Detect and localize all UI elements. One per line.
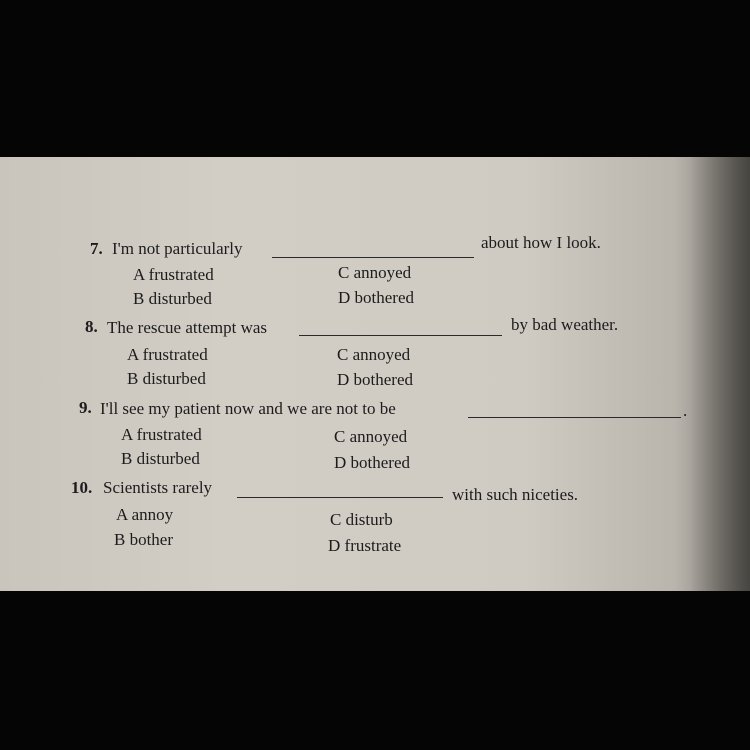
question-number: 8. [85,317,98,336]
option-b: B bother [114,530,174,549]
option-a: A frustrated [121,425,202,444]
option-c: C disturb [330,510,393,529]
answer-blank[interactable] [237,497,443,498]
option-a: A frustrated [127,345,208,364]
question-stem: Scientists rarely [103,478,213,497]
option-b: B disturbed [133,289,212,308]
option-d: D bothered [334,453,411,472]
option-c: C annoyed [338,263,412,282]
question-continuation: with such niceties. [452,485,579,504]
question-continuation: by bad weather. [511,315,619,334]
question-number: 10. [71,478,93,497]
option-c: C annoyed [334,427,408,446]
question-stem: The rescue attempt was [107,318,268,337]
option-d: D frustrate [328,536,402,555]
option-d: D bothered [337,370,414,389]
question-number: 7. [90,239,103,258]
question-continuation: . [683,401,688,420]
worksheet-page [0,157,750,591]
answer-blank[interactable] [272,257,474,258]
option-c: C annoyed [337,345,411,364]
question-number: 9. [79,398,92,417]
question-continuation: about how I look. [481,233,601,252]
answer-blank[interactable] [468,417,681,418]
option-a: A annoy [116,505,174,524]
option-b: B disturbed [121,449,200,468]
option-a: A frustrated [133,265,214,284]
option-d: D bothered [338,288,415,307]
answer-blank[interactable] [299,335,502,336]
question-stem: I'm not particularly [112,239,243,258]
page-shadow [690,157,750,591]
option-b: B disturbed [127,369,206,388]
question-stem: I'll see my patient now and we are not to be [100,399,396,418]
